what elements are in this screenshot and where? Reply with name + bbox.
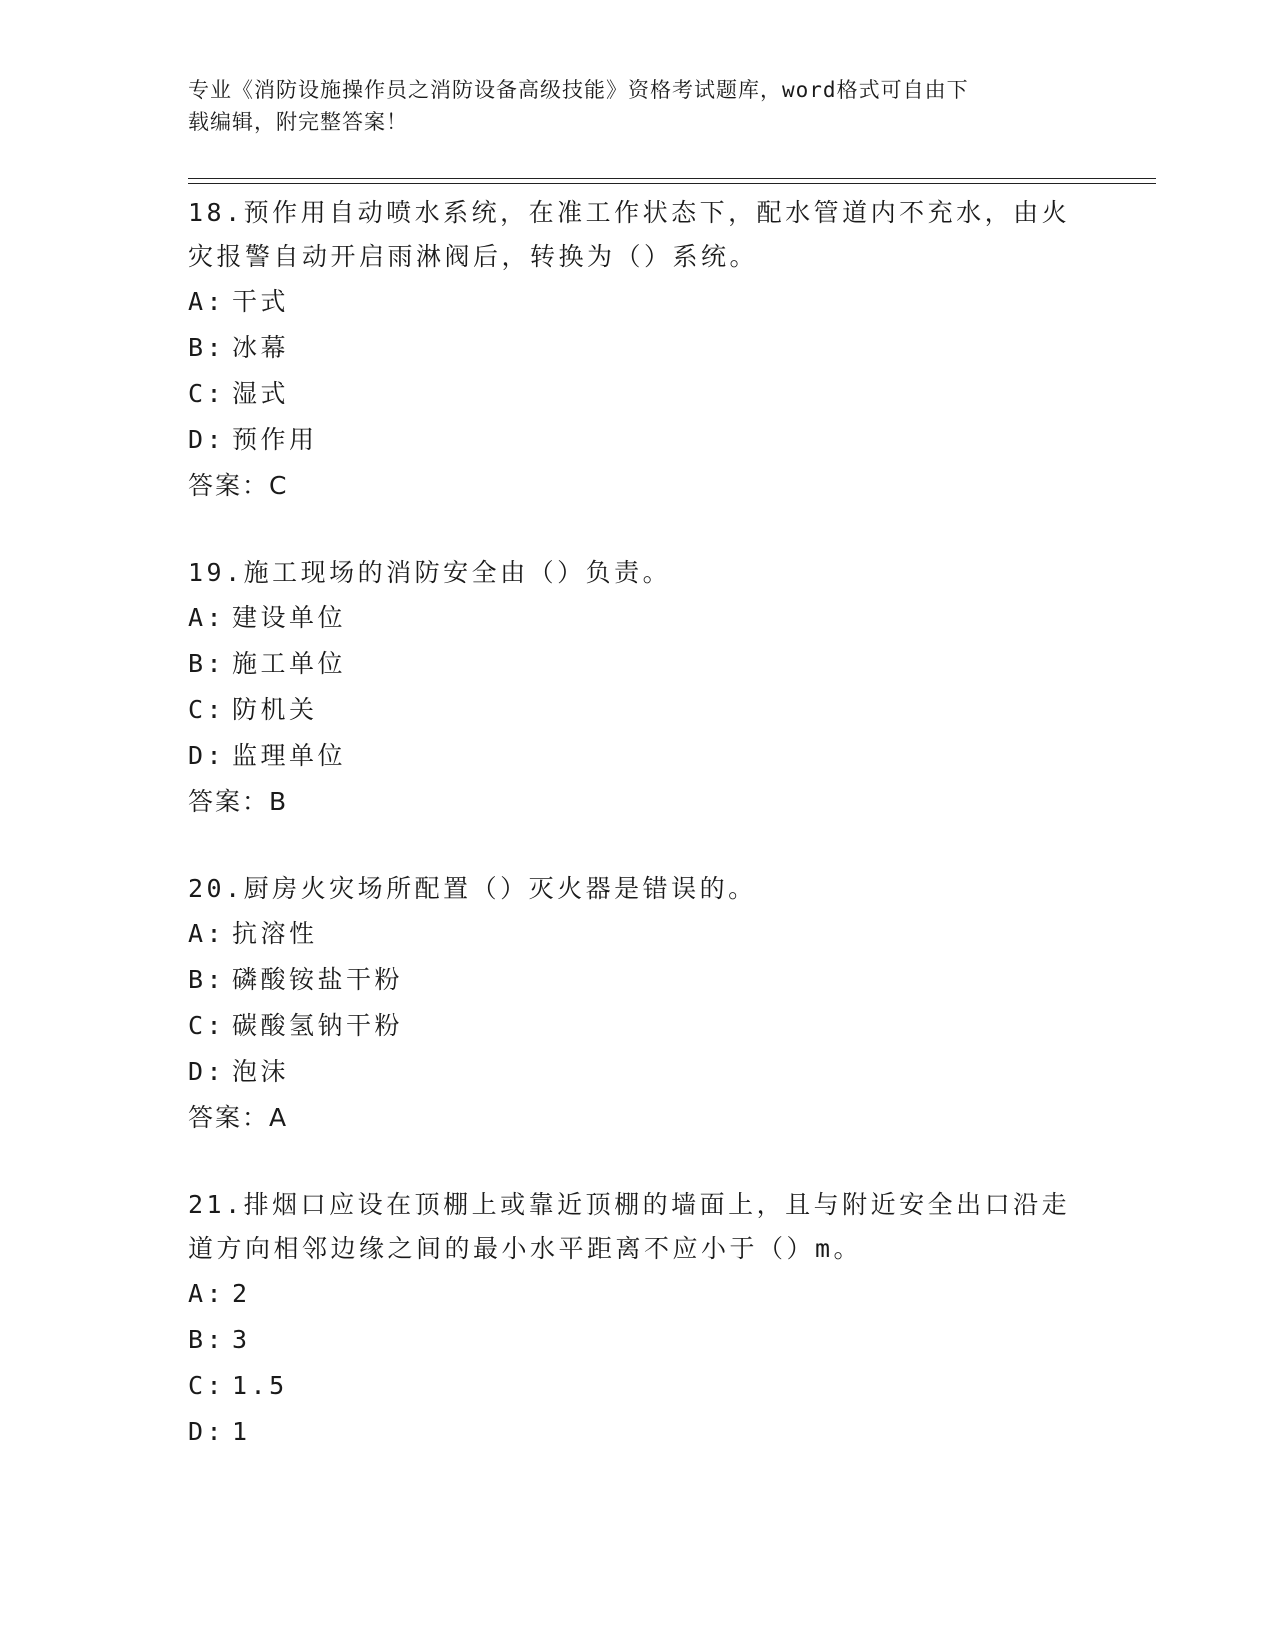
question-block [188, 867, 1088, 1141]
option-letter: D: [188, 425, 226, 454]
option-letter: C: [188, 695, 226, 724]
option-letter: A: [188, 603, 226, 632]
option-letter: B: [188, 649, 226, 678]
option-text: 干式 [232, 287, 290, 316]
answer-option [188, 1049, 1088, 1095]
option-text: 磷酸铵盐干粉 [232, 965, 404, 994]
question-stem-line: 20.厨房火灾场所配置（）灭火器是错误的。 [188, 874, 757, 903]
header-divider-bottom [188, 183, 1156, 184]
answer-key: 答案：B [188, 787, 289, 816]
answer-option [188, 1003, 1088, 1049]
option-letter: A: [188, 287, 226, 316]
answer-option [188, 1317, 1088, 1363]
answer-option [188, 1363, 1088, 1409]
document-header [188, 74, 1068, 138]
answer-option [188, 595, 1088, 641]
option-text: 湿式 [232, 379, 290, 408]
option-letter: C: [188, 1011, 226, 1040]
answer-key: 答案：C [188, 471, 289, 500]
question-spacer [188, 1141, 1088, 1183]
answer-option [188, 371, 1088, 417]
option-letter: A: [188, 1279, 226, 1308]
option-text: 碳酸氢钠干粉 [232, 1011, 404, 1040]
header-divider-top [188, 178, 1156, 179]
answer-key: 答案：A [188, 1103, 289, 1132]
option-text: 冰幕 [232, 333, 290, 362]
option-letter: B: [188, 1325, 226, 1354]
option-letter: D: [188, 1417, 226, 1446]
option-letter: C: [188, 1371, 226, 1400]
question-block [188, 1183, 1088, 1455]
question-block [188, 191, 1088, 509]
option-letter: D: [188, 1057, 226, 1086]
option-text: 建设单位 [232, 603, 347, 632]
answer-option [188, 957, 1088, 1003]
option-text: 3 [232, 1325, 251, 1354]
option-text: 防机关 [232, 695, 318, 724]
question-stem-line: 19.施工现场的消防安全由（）负责。 [188, 558, 672, 587]
answer-option [188, 1271, 1088, 1317]
question-stem-line: 21.排烟口应设在顶棚上或靠近顶棚的墙面上，且与附近安全出口沿走 [188, 1190, 1071, 1219]
option-text: 预作用 [232, 425, 318, 454]
answer-option [188, 417, 1088, 463]
question-stem-line: 道方向相邻边缘之间的最小水平距离不应小于（）m。 [188, 1234, 863, 1263]
option-letter: D: [188, 741, 226, 770]
option-text: 泡沫 [232, 1057, 290, 1086]
option-text: 2 [232, 1279, 251, 1308]
question-block [188, 551, 1088, 825]
answer-option [188, 911, 1088, 957]
answer-option [188, 733, 1088, 779]
option-letter: B: [188, 333, 226, 362]
header-line-2: 载编辑，附完整答案！ [188, 110, 408, 134]
question-spacer [188, 825, 1088, 867]
question-list [188, 191, 1088, 1455]
answer-option [188, 325, 1088, 371]
answer-option [188, 641, 1088, 687]
option-text: 1.5 [232, 1371, 288, 1400]
answer-option [188, 687, 1088, 733]
answer-option [188, 279, 1088, 325]
option-text: 1 [232, 1417, 251, 1446]
answer-option [188, 1409, 1088, 1455]
header-line-1: 专业《消防设施操作员之消防设备高级技能》资格考试题库，word格式可自由下 [188, 78, 969, 102]
question-stem-line: 灾报警自动开启雨淋阀后，转换为（）系统。 [188, 242, 759, 271]
option-letter: B: [188, 965, 226, 994]
question-spacer [188, 509, 1088, 551]
option-text: 抗溶性 [232, 919, 318, 948]
question-stem-line: 18.预作用自动喷水系统，在准工作状态下，配水管道内不充水，由火 [188, 198, 1071, 227]
option-text: 监理单位 [232, 741, 347, 770]
option-letter: C: [188, 379, 226, 408]
option-text: 施工单位 [232, 649, 347, 678]
option-letter: A: [188, 919, 226, 948]
